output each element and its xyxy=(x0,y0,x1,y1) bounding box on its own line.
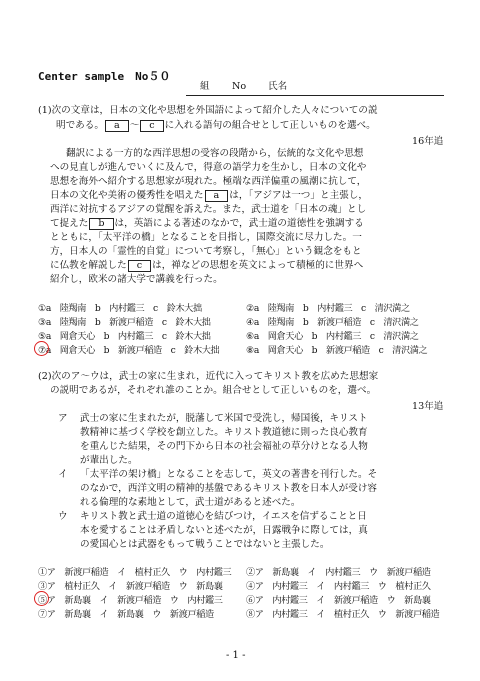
passage-line: て捉えた b は，英語による著述のなかで，武士道の道徳性を強調する xyxy=(50,218,364,229)
page-number: - 1 - xyxy=(226,650,246,661)
item-i-line: れる倫理的な素地として，武士道があると述べた。 xyxy=(80,497,301,508)
document-title: Center sample No５０ xyxy=(38,70,171,83)
passage-line: 西洋に対抗するアジアの覚醒を訴えた。また，武士道を「日本の魂」とし xyxy=(50,204,367,215)
q1-year: 16年追 xyxy=(412,136,444,147)
q2-choice-7[interactable]: ⑦ア 新島襄 イ 新島襄 ウ 新渡戸稲造 xyxy=(38,609,214,620)
passage-line: への見直しが進んでいくに及んで，得意の語学力を生かし，日本の文化や xyxy=(50,162,367,173)
q1-choice-1[interactable]: ①a 陸羯南 b 内村鑑三 c 鈴木大拙 xyxy=(38,303,202,314)
passage-line: とともに，「太平洋の橋」となることを目指し，国際交流に尽力した。一 xyxy=(50,232,362,243)
item-a-line: が輩出した。 xyxy=(80,455,138,466)
name-label: 氏名 xyxy=(268,81,288,92)
q1-choice-5[interactable]: ⑤a 岡倉天心 b 内村鑑三 c 鈴木大拙 xyxy=(38,331,211,342)
blank-box-a: a xyxy=(205,190,229,202)
q2-choice-8[interactable]: ⑧ア 内村鑑三 イ 植村正久 ウ 新渡戸稲造 xyxy=(246,609,440,620)
passage-line: に仏教を解説した c は，禅などの思想を英文によって積極的に世界へ xyxy=(50,260,364,271)
q2-prompt-line2: の説明であるが，それぞれ誰のことか。組合せとして正しいものを，選べ。 xyxy=(50,385,377,396)
name-entry-line xyxy=(186,80,444,96)
class-label: 組 xyxy=(200,81,210,92)
blank-box-c: c xyxy=(128,260,151,272)
passage-line: 紹介し，欧米の諸大学で講義を行った。 xyxy=(50,274,223,285)
q2-year: 13年追 xyxy=(412,401,444,412)
item-a-line: 教精神に基づく学校を創立した。キリスト教道徳に則った良心教育 xyxy=(80,427,368,438)
q1-prompt-line1: (1)次の文章は，日本の文化や思想を外国語によって紹介した人々についての説 xyxy=(38,105,378,116)
item-i-line: のなかで，西洋文明の精神的基盤であるキリスト教を日本人が受け容 xyxy=(80,483,378,494)
item-u-line: 本を愛することは矛盾しないと述べたが，日露戦争に際しては，真 xyxy=(80,525,368,536)
passage-line: 日本の文化や美術の優秀性を唱えた a は，「アジアは一つ」と主張し， xyxy=(50,190,368,201)
q1-choice-6[interactable]: ⑥a 岡倉天心 b 内村鑑三 c 清沢満之 xyxy=(246,331,419,342)
answer-circle-mark xyxy=(34,591,49,606)
item-label-i: イ xyxy=(58,469,68,480)
item-i-line: 「太平洋の架け橋」となることを志して，英文の著書を刊行した。そ xyxy=(80,469,378,480)
number-label: No xyxy=(232,81,247,92)
item-u-line: の愛国心とは武器をもって戦うことではないと主張した。 xyxy=(80,539,330,550)
blank-box-a: a xyxy=(105,120,129,132)
q1-choice-4[interactable]: ④a 陸羯南 b 新渡戸稲造 c 清沢満之 xyxy=(246,317,419,328)
item-a-line: を重んじた結果，その門下から日本の社会福祉の草分けとなる人物 xyxy=(80,441,368,452)
q1-prompt-line2: 明である。 a ～ c に入れる語句の組合せとして正しいものを選べ。 xyxy=(56,120,376,131)
blank-box-c: c xyxy=(140,120,163,132)
q2-prompt-line1: (2)次のア～ウは，武士の家に生まれ，近代に入ってキリスト教を広めた思想家 xyxy=(38,371,379,382)
q1-choice-3[interactable]: ③a 陸羯南 b 新渡戸稲造 c 鈴木大拙 xyxy=(38,317,211,328)
passage-line: 方，日本人の「霊性的自覚」について考察し，「無心」という観念をもと xyxy=(50,246,362,257)
q1-choice-7[interactable]: ⑦a 岡倉天心 b 新渡戸稲造 c 鈴木大拙 xyxy=(38,345,220,356)
passage-line: 思想を海外へ紹介する思想家が現れた。極端な西洋偏重の風潮に抗して， xyxy=(50,176,367,187)
answer-circle-mark xyxy=(34,341,49,356)
item-a-line: 武士の家に生まれたが，脱藩して米国で受洗し，帰国後，キリスト xyxy=(80,413,368,424)
blank-box-b: b xyxy=(89,218,113,230)
q2-choice-1[interactable]: ①ア 新渡戸稲造 イ 植村正久 ウ 内村鑑三 xyxy=(38,567,232,578)
item-label-a: ア xyxy=(58,413,68,424)
q2-choice-2[interactable]: ②ア 新島襄 イ 内村鑑三 ウ 新渡戸稲造 xyxy=(246,567,431,578)
q2-choice-4[interactable]: ④ア 内村鑑三 イ 内村鑑三 ウ 植村正久 xyxy=(246,581,431,592)
q2-choice-6[interactable]: ⑥ア 内村鑑三 イ 新渡戸稲造 ウ 新島襄 xyxy=(246,595,431,606)
passage-line: 翻訳による一方的な西洋思想の受容の段階から，伝統的な文化や思想 xyxy=(66,148,364,159)
q1-choice-2[interactable]: ②a 陸羯南 b 内村鑑三 c 清沢満之 xyxy=(246,303,410,314)
item-u-line: キリスト教と武士道の道徳心を結びつけ，イエスを信ずることと日 xyxy=(80,511,367,522)
item-label-u: ウ xyxy=(58,511,68,522)
q1-choice-8[interactable]: ⑧a 岡倉天心 b 新渡戸稲造 c 清沢満之 xyxy=(246,345,428,356)
q2-choice-3[interactable]: ③ア 植村正久 イ 新渡戸稲造 ウ 新島襄 xyxy=(38,581,223,592)
q2-choice-5[interactable]: ⑤ア 新島襄 イ 新渡戸稲造 ウ 内村鑑三 xyxy=(38,595,223,606)
